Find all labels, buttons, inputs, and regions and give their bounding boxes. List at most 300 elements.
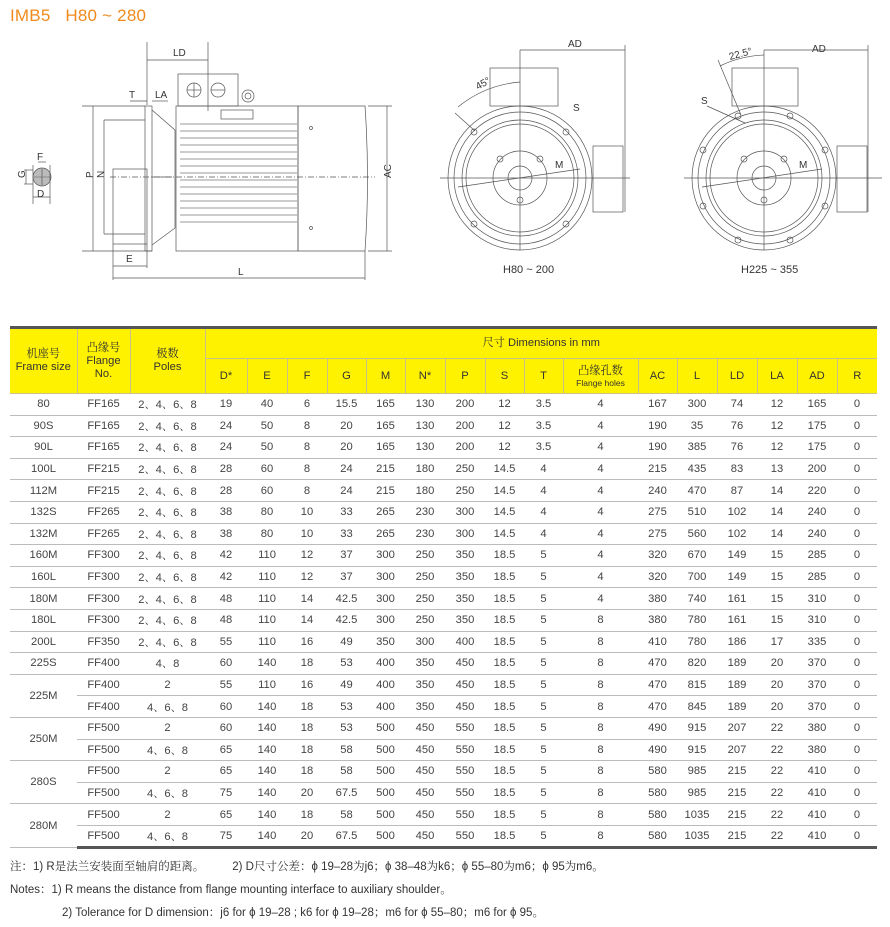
cell-F: 8 xyxy=(287,415,327,437)
technical-drawings xyxy=(0,25,890,320)
cell-poles: 4、6、8 xyxy=(130,696,205,718)
table-row xyxy=(10,437,877,459)
front-view-diagram-h80-200 xyxy=(440,45,630,250)
cell-P: 300 xyxy=(445,523,485,545)
cell-E: 110 xyxy=(247,566,287,588)
table-body xyxy=(10,394,877,848)
cell-frame-size: 180L xyxy=(10,609,77,631)
cell-flange-no: FF265 xyxy=(77,501,130,523)
cell-flange-no: FF350 xyxy=(77,631,130,653)
cell-E: 140 xyxy=(247,761,287,783)
cell-LA: 14 xyxy=(757,480,797,502)
dim-label-E: E xyxy=(126,254,133,265)
cell-M: 500 xyxy=(366,739,405,761)
cell-P: 450 xyxy=(445,653,485,675)
cell-D: 24 xyxy=(205,437,247,459)
cell-E: 50 xyxy=(247,415,287,437)
cell-T: 5 xyxy=(524,545,563,567)
cell-T: 5 xyxy=(524,609,563,631)
cell-AD: 380 xyxy=(797,739,837,761)
cell-AC: 167 xyxy=(638,394,677,416)
cell-E: 140 xyxy=(247,804,287,826)
cell-F: 16 xyxy=(287,674,327,696)
cell-P: 350 xyxy=(445,545,485,567)
cell-LA: 12 xyxy=(757,415,797,437)
cell-AD: 285 xyxy=(797,545,837,567)
cell-G: 42.5 xyxy=(327,609,366,631)
cell-M: 300 xyxy=(366,609,405,631)
cell-poles: 2、4、6、8 xyxy=(130,415,205,437)
cell-LA: 20 xyxy=(757,696,797,718)
dim-label-M-2: M xyxy=(799,160,808,171)
cell-D: 75 xyxy=(205,782,247,804)
dim-label-AC: AC xyxy=(383,164,394,178)
cell-frame-size: 225S xyxy=(10,653,77,675)
cell-M: 165 xyxy=(366,415,405,437)
cell-G: 49 xyxy=(327,674,366,696)
cell-M: 500 xyxy=(366,825,405,848)
drawing-canvas xyxy=(0,25,890,320)
cell-P: 200 xyxy=(445,394,485,416)
cell-LD: 149 xyxy=(717,566,757,588)
cell-R: 0 xyxy=(837,782,877,804)
header-holes-en: Flange holes xyxy=(576,377,625,388)
table-row xyxy=(10,394,877,416)
cell-flange-no: FF400 xyxy=(77,696,130,718)
cell-LA: 22 xyxy=(757,739,797,761)
cell-poles: 2、4、6、8 xyxy=(130,631,205,653)
cell-flange-no: FF400 xyxy=(77,653,130,675)
col-header-R: R xyxy=(837,359,877,394)
cell-S: 18.5 xyxy=(485,653,524,675)
header-frame-size xyxy=(10,328,77,394)
table-row xyxy=(10,782,877,804)
cell-S: 18.5 xyxy=(485,545,524,567)
note-cn xyxy=(10,856,890,879)
cell-E: 110 xyxy=(247,631,287,653)
cell-LA: 12 xyxy=(757,437,797,459)
cell-F: 10 xyxy=(287,523,327,545)
col-header-D: D* xyxy=(205,359,247,394)
cell-LD: 186 xyxy=(717,631,757,653)
cell-frame-size: 250M xyxy=(10,717,77,760)
cell-poles: 2、4、6、8 xyxy=(130,501,205,523)
dim-label-M-1: M xyxy=(555,160,564,171)
cell-LD: 76 xyxy=(717,415,757,437)
cell-AC: 580 xyxy=(638,782,677,804)
cell-G: 53 xyxy=(327,653,366,675)
cell-poles: 2、4、6、8 xyxy=(130,588,205,610)
dim-label-T: T xyxy=(129,90,136,101)
cell-L: 985 xyxy=(677,761,717,783)
cell-flange-holes: 8 xyxy=(563,804,638,826)
cell-E: 110 xyxy=(247,609,287,631)
cell-R: 0 xyxy=(837,588,877,610)
cell-flange-holes: 4 xyxy=(563,415,638,437)
cell-LD: 87 xyxy=(717,480,757,502)
cell-AC: 320 xyxy=(638,545,677,567)
cell-T: 3.5 xyxy=(524,437,563,459)
cell-N: 450 xyxy=(405,761,445,783)
cell-D: 38 xyxy=(205,501,247,523)
col-header-LD: LD xyxy=(717,359,757,394)
table-row xyxy=(10,761,877,783)
dim-label-L: L xyxy=(238,267,244,278)
cell-AC: 410 xyxy=(638,631,677,653)
cell-flange-no: FF500 xyxy=(77,761,130,783)
cell-poles: 2 xyxy=(130,717,205,739)
cell-D: 38 xyxy=(205,523,247,545)
cell-G: 67.5 xyxy=(327,782,366,804)
table-row xyxy=(10,653,877,675)
cell-poles: 2、4、6、8 xyxy=(130,437,205,459)
cell-M: 500 xyxy=(366,782,405,804)
cell-flange-holes: 4 xyxy=(563,501,638,523)
dim-label-S-1: S xyxy=(573,103,580,114)
cell-AC: 470 xyxy=(638,674,677,696)
cell-N: 350 xyxy=(405,696,445,718)
cell-G: 15.5 xyxy=(327,394,366,416)
cell-AC: 275 xyxy=(638,501,677,523)
cell-D: 60 xyxy=(205,696,247,718)
cell-frame-size: 280S xyxy=(10,761,77,804)
cell-R: 0 xyxy=(837,717,877,739)
cell-T: 3.5 xyxy=(524,415,563,437)
caption-h225-355: H225 ~ 355 xyxy=(741,264,799,276)
cell-L: 1035 xyxy=(677,825,717,848)
cell-N: 450 xyxy=(405,825,445,848)
cell-L: 700 xyxy=(677,566,717,588)
col-header-G: G xyxy=(327,359,366,394)
cell-R: 0 xyxy=(837,804,877,826)
cell-poles: 4、6、8 xyxy=(130,782,205,804)
cell-N: 180 xyxy=(405,458,445,480)
cell-G: 49 xyxy=(327,631,366,653)
cell-T: 5 xyxy=(524,782,563,804)
cell-flange-no: FF500 xyxy=(77,739,130,761)
cell-T: 5 xyxy=(524,717,563,739)
table-row xyxy=(10,545,877,567)
cell-AD: 410 xyxy=(797,825,837,848)
cell-M: 400 xyxy=(366,696,405,718)
cell-AC: 470 xyxy=(638,696,677,718)
cell-AC: 190 xyxy=(638,437,677,459)
cell-N: 450 xyxy=(405,782,445,804)
cell-AC: 380 xyxy=(638,609,677,631)
cell-S: 18.5 xyxy=(485,717,524,739)
cell-flange-holes: 8 xyxy=(563,739,638,761)
cell-poles: 4、6、8 xyxy=(130,739,205,761)
cell-G: 58 xyxy=(327,761,366,783)
cell-LD: 161 xyxy=(717,588,757,610)
cell-F: 18 xyxy=(287,761,327,783)
table-row xyxy=(10,588,877,610)
table-row xyxy=(10,415,877,437)
cell-flange-no: FF500 xyxy=(77,804,130,826)
cell-F: 18 xyxy=(287,653,327,675)
cell-flange-holes: 8 xyxy=(563,782,638,804)
cell-AD: 165 xyxy=(797,394,837,416)
cell-AD: 410 xyxy=(797,804,837,826)
cell-S: 14.5 xyxy=(485,501,524,523)
cell-F: 12 xyxy=(287,566,327,588)
angle-label-22-5: 22.5° xyxy=(727,46,754,63)
cell-F: 18 xyxy=(287,739,327,761)
cell-LA: 13 xyxy=(757,458,797,480)
dim-label-LA: LA xyxy=(155,90,168,101)
cell-E: 140 xyxy=(247,717,287,739)
cell-G: 24 xyxy=(327,458,366,480)
cell-F: 10 xyxy=(287,501,327,523)
cell-N: 450 xyxy=(405,804,445,826)
cell-LA: 14 xyxy=(757,501,797,523)
side-view-diagram xyxy=(82,42,392,280)
table-row xyxy=(10,717,877,739)
notes-section xyxy=(10,856,890,925)
cell-D: 65 xyxy=(205,761,247,783)
cell-L: 740 xyxy=(677,588,717,610)
cell-poles: 2、4、6、8 xyxy=(130,609,205,631)
cell-N: 350 xyxy=(405,653,445,675)
cell-E: 140 xyxy=(247,782,287,804)
cell-LD: 207 xyxy=(717,717,757,739)
range-label: H80 ~ 280 xyxy=(65,6,147,25)
cell-R: 0 xyxy=(837,394,877,416)
cell-LA: 22 xyxy=(757,804,797,826)
cell-N: 130 xyxy=(405,394,445,416)
cell-N: 230 xyxy=(405,501,445,523)
cell-L: 435 xyxy=(677,458,717,480)
cell-P: 200 xyxy=(445,437,485,459)
cell-F: 8 xyxy=(287,480,327,502)
cell-F: 18 xyxy=(287,804,327,826)
cell-F: 20 xyxy=(287,825,327,848)
cell-AD: 410 xyxy=(797,782,837,804)
note-en-1: Notes：1) R means the distance from flange mounting interface to auxiliary shoulder。 xyxy=(10,884,452,896)
cell-S: 12 xyxy=(485,415,524,437)
cell-AC: 470 xyxy=(638,653,677,675)
cell-L: 915 xyxy=(677,717,717,739)
cell-LD: 102 xyxy=(717,501,757,523)
cell-AC: 190 xyxy=(638,415,677,437)
cell-frame-size: 225M xyxy=(10,674,77,717)
table-row xyxy=(10,566,877,588)
dim-label-N: N xyxy=(96,170,107,178)
cell-LD: 207 xyxy=(717,739,757,761)
cell-flange-no: FF300 xyxy=(77,609,130,631)
cell-M: 350 xyxy=(366,631,405,653)
cell-flange-holes: 4 xyxy=(563,588,638,610)
cell-LA: 22 xyxy=(757,717,797,739)
cell-D: 65 xyxy=(205,739,247,761)
cell-poles: 4、6、8 xyxy=(130,825,205,848)
cell-G: 37 xyxy=(327,545,366,567)
cell-T: 5 xyxy=(524,739,563,761)
cell-N: 300 xyxy=(405,631,445,653)
cell-frame-size: 112M xyxy=(10,480,77,502)
cell-G: 58 xyxy=(327,739,366,761)
cell-N: 450 xyxy=(405,717,445,739)
cell-E: 110 xyxy=(247,588,287,610)
cell-T: 5 xyxy=(524,804,563,826)
cell-AC: 580 xyxy=(638,825,677,848)
cell-flange-holes: 8 xyxy=(563,761,638,783)
cell-P: 300 xyxy=(445,501,485,523)
cell-AC: 380 xyxy=(638,588,677,610)
cell-LD: 74 xyxy=(717,394,757,416)
cell-S: 14.5 xyxy=(485,458,524,480)
model-label: IMB5 xyxy=(10,6,51,25)
cell-flange-no: FF300 xyxy=(77,566,130,588)
cell-LD: 149 xyxy=(717,545,757,567)
header-poles-cn: 极数 xyxy=(156,348,179,360)
cell-T: 4 xyxy=(524,458,563,480)
col-header-S: S xyxy=(485,359,524,394)
cell-LD: 76 xyxy=(717,437,757,459)
cell-M: 215 xyxy=(366,458,405,480)
cell-AC: 320 xyxy=(638,566,677,588)
cell-D: 65 xyxy=(205,804,247,826)
cell-flange-holes: 8 xyxy=(563,609,638,631)
cell-F: 6 xyxy=(287,394,327,416)
col-header-LA: LA xyxy=(757,359,797,394)
cell-flange-holes: 8 xyxy=(563,631,638,653)
col-header-N: N* xyxy=(405,359,445,394)
col-header-F: F xyxy=(287,359,327,394)
table-row xyxy=(10,674,877,696)
cell-E: 80 xyxy=(247,501,287,523)
cell-G: 33 xyxy=(327,501,366,523)
cell-S: 18.5 xyxy=(485,609,524,631)
cell-M: 500 xyxy=(366,804,405,826)
cell-flange-no: FF215 xyxy=(77,458,130,480)
cell-S: 12 xyxy=(485,394,524,416)
cell-D: 28 xyxy=(205,458,247,480)
cell-R: 0 xyxy=(837,739,877,761)
cell-T: 5 xyxy=(524,588,563,610)
cell-LA: 22 xyxy=(757,761,797,783)
cell-N: 180 xyxy=(405,480,445,502)
table-row xyxy=(10,739,877,761)
dim-label-F: F xyxy=(37,152,44,163)
table-row xyxy=(10,825,877,848)
cell-frame-size: 200L xyxy=(10,631,77,653)
cell-M: 265 xyxy=(366,523,405,545)
cell-R: 0 xyxy=(837,523,877,545)
cell-R: 0 xyxy=(837,480,877,502)
cell-G: 53 xyxy=(327,717,366,739)
cell-T: 5 xyxy=(524,653,563,675)
cell-F: 14 xyxy=(287,588,327,610)
cell-R: 0 xyxy=(837,674,877,696)
header-frame-en: Frame size xyxy=(15,361,71,373)
cell-L: 985 xyxy=(677,782,717,804)
cell-poles: 2、4、6、8 xyxy=(130,458,205,480)
cell-P: 550 xyxy=(445,804,485,826)
cell-N: 250 xyxy=(405,609,445,631)
cell-E: 80 xyxy=(247,523,287,545)
cell-N: 250 xyxy=(405,566,445,588)
cell-poles: 2 xyxy=(130,761,205,783)
col-header-AC: AC xyxy=(638,359,677,394)
cell-LA: 22 xyxy=(757,782,797,804)
cell-S: 12 xyxy=(485,437,524,459)
cell-G: 53 xyxy=(327,696,366,718)
cell-AC: 580 xyxy=(638,804,677,826)
cell-T: 4 xyxy=(524,480,563,502)
cell-poles: 2 xyxy=(130,674,205,696)
cell-P: 350 xyxy=(445,588,485,610)
cell-M: 400 xyxy=(366,674,405,696)
header-poles xyxy=(130,328,205,394)
col-header-M: M xyxy=(366,359,405,394)
front-view-diagram-h225-355 xyxy=(684,45,882,250)
cell-D: 42 xyxy=(205,545,247,567)
cell-F: 16 xyxy=(287,631,327,653)
col-header-flange-holes xyxy=(563,359,638,394)
cell-M: 215 xyxy=(366,480,405,502)
cell-L: 385 xyxy=(677,437,717,459)
table-row xyxy=(10,631,877,653)
cell-R: 0 xyxy=(837,631,877,653)
cell-flange-no: FF300 xyxy=(77,588,130,610)
cell-M: 300 xyxy=(366,545,405,567)
cell-AD: 370 xyxy=(797,674,837,696)
cell-flange-no: FF265 xyxy=(77,523,130,545)
cell-P: 450 xyxy=(445,696,485,718)
cell-flange-no: FF215 xyxy=(77,480,130,502)
col-header-L: L xyxy=(677,359,717,394)
cell-G: 20 xyxy=(327,437,366,459)
header-flange-cn: 凸缘号 xyxy=(86,341,121,354)
cell-frame-size: 90S xyxy=(10,415,77,437)
cell-LA: 12 xyxy=(757,394,797,416)
table-row xyxy=(10,696,877,718)
cell-LA: 17 xyxy=(757,631,797,653)
cell-flange-holes: 4 xyxy=(563,545,638,567)
cell-L: 1035 xyxy=(677,804,717,826)
header-flange-en1: Flange xyxy=(86,354,121,367)
cell-flange-holes: 4 xyxy=(563,437,638,459)
cell-LA: 20 xyxy=(757,653,797,675)
cell-E: 140 xyxy=(247,696,287,718)
cell-poles: 2、4、6、8 xyxy=(130,566,205,588)
cell-flange-no: FF300 xyxy=(77,545,130,567)
cell-R: 0 xyxy=(837,825,877,848)
cell-T: 5 xyxy=(524,761,563,783)
angle-label-45: 45° xyxy=(474,75,493,93)
cell-N: 250 xyxy=(405,545,445,567)
cell-T: 3.5 xyxy=(524,394,563,416)
cell-L: 780 xyxy=(677,609,717,631)
col-header-AD: AD xyxy=(797,359,837,394)
cell-E: 140 xyxy=(247,653,287,675)
cell-L: 670 xyxy=(677,545,717,567)
table-row xyxy=(10,804,877,826)
cell-G: 37 xyxy=(327,566,366,588)
note-en-2: 2) Tolerance for D dimension：j6 for ϕ 19–28 ; k6 for ϕ 19–28；m6 for ϕ 55–80；m6 for ϕ 95。 xyxy=(62,907,544,919)
cell-AC: 240 xyxy=(638,480,677,502)
cell-N: 230 xyxy=(405,523,445,545)
cell-AD: 220 xyxy=(797,480,837,502)
col-header-T: T xyxy=(524,359,563,394)
cell-AD: 310 xyxy=(797,588,837,610)
cell-P: 350 xyxy=(445,609,485,631)
cell-F: 12 xyxy=(287,545,327,567)
cell-S: 14.5 xyxy=(485,480,524,502)
cell-P: 550 xyxy=(445,782,485,804)
cell-frame-size: 180M xyxy=(10,588,77,610)
